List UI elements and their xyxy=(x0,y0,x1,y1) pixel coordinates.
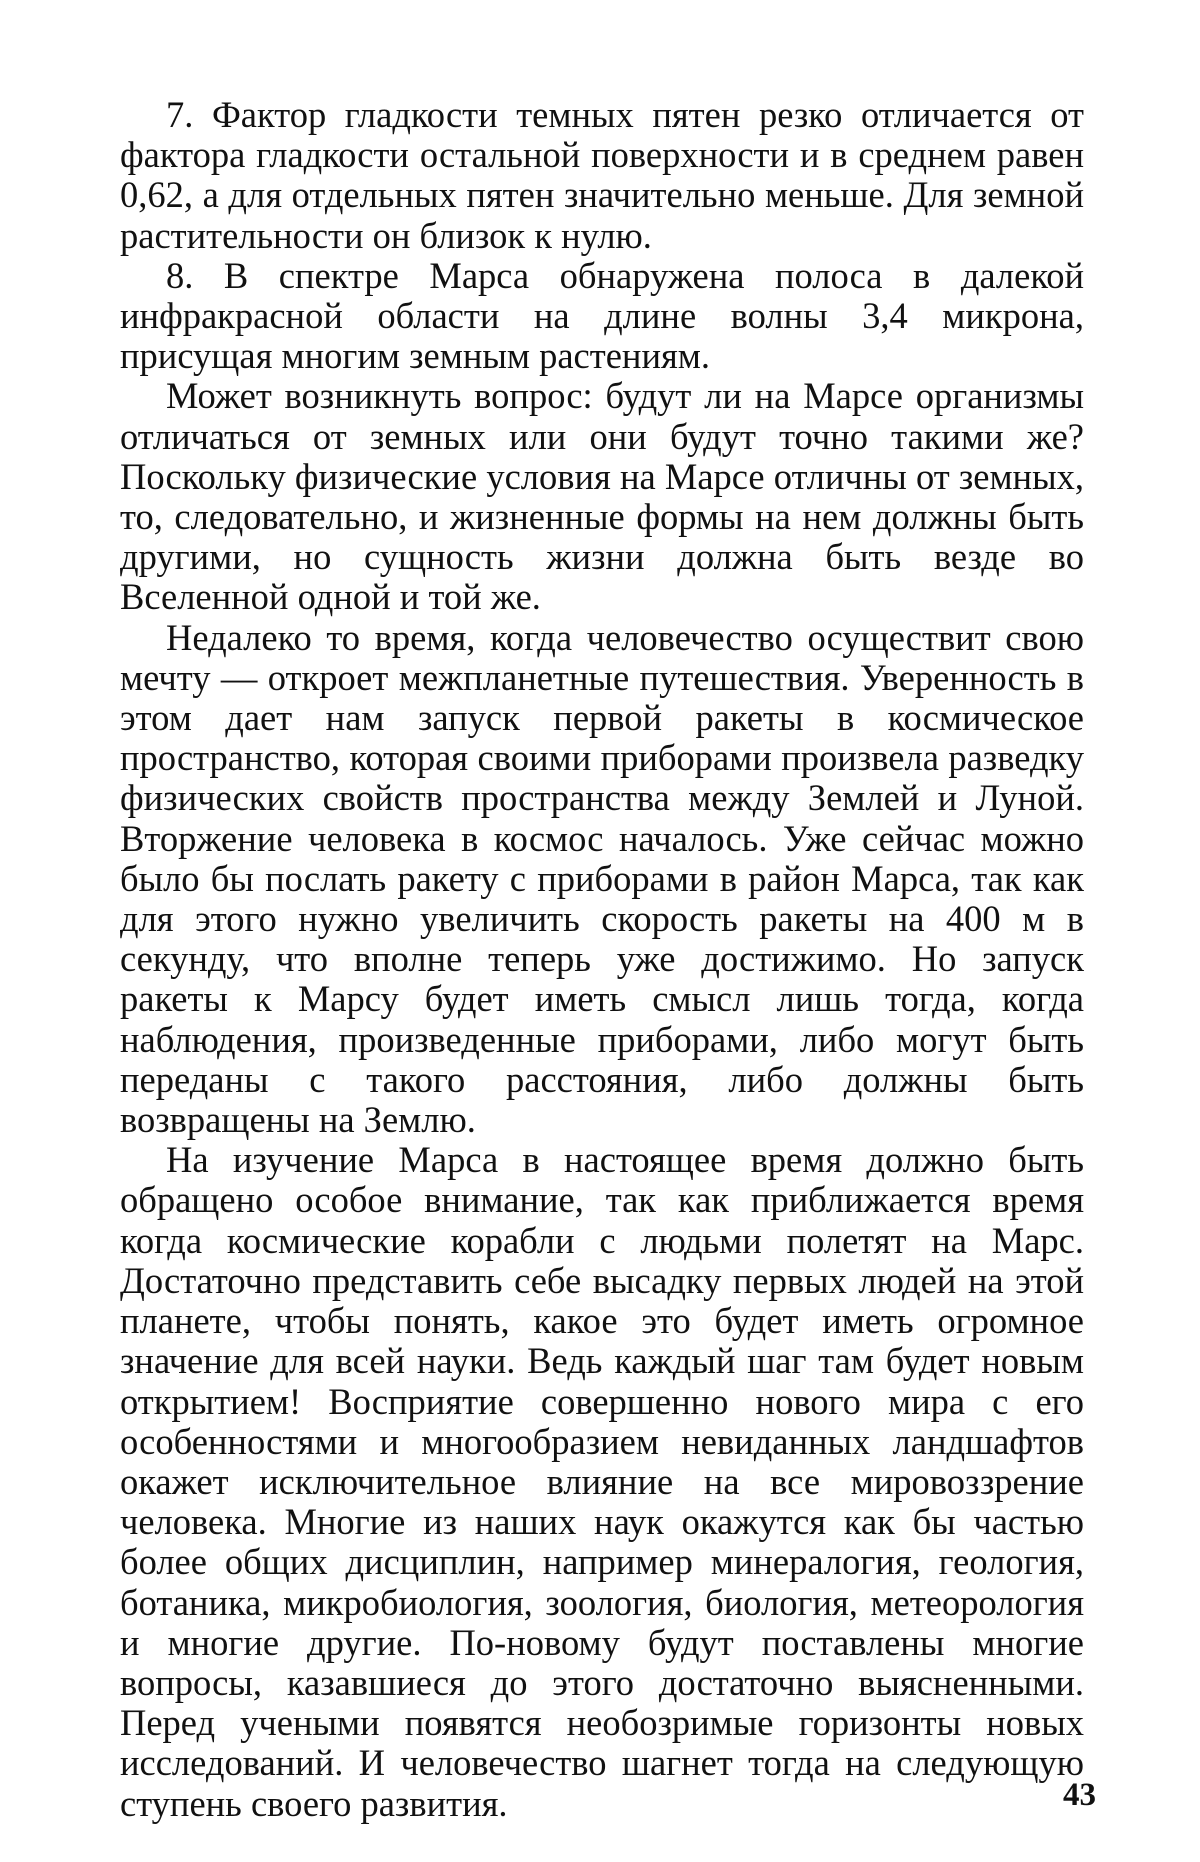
page-number: 43 xyxy=(1036,1777,1096,1813)
paragraph-organisms-question: Может возникнуть вопрос: будут ли на Марсе организмы отличаться от земных или они будут точно такими же? Поскольку физические условия на Марсе отличны от земных, то, следовательно, и жизненные формы на нем должны быть другими, но сущность жизни должна быть везде во Вселенной одной и той же. xyxy=(120,376,1084,617)
paragraph-infrared-band: 8. В спектре Марса обнаружена полоса в далекой инфракрасной области на длине волны 3,4 микрона, присущая многим земным растениям. xyxy=(120,256,1084,377)
page-text xyxy=(120,95,1084,1824)
paragraph-mars-study: На изучение Марса в настоящее время должно быть обращено особое внимание, так как приближается время когда космические корабли с людьми полетят на Марс. Достаточно представить себе высадку первых людей на этой планете, чтобы понять, какое это будет иметь огромное значение для всей науки. Ведь каждый шаг там будет новым открытием! Восприятие совершенно нового мира с его особенностями и многообразием невиданных ландшафтов окажет исключительное влияние на все мировоззрение человека. Многие из наших наук окажутся как бы частью более общих дисциплин, например минералогия, геология, ботаника, микробиология, зоология, биология, метеорология и многие другие. По-новому будут поставлены многие вопросы, казавшиеся до этого достаточно выясненными. Перед учеными появятся необозримые горизонты новых исследований. И человечество шагнет тогда на следующую ступень своего развития. xyxy=(120,1140,1084,1823)
paragraph-interplanetary-travel: Недалеко то время, когда человечество осуществит свою мечту — откроет межпланетные путешествия. Уверенность в этом дает нам запуск первой ракеты в космическое пространство, которая своими приборами произвела разведку физических свойств пространства между Землей и Луной. Вторжение человека в космос началось. Уже сейчас можно было бы послать ракету с приборами в район Марса, так как для этого нужно увеличить скорость ракеты на 400 м в секунду, что вполне теперь уже достижимо. Но запуск ракеты к Марсу будет иметь смысл лишь тогда, когда наблюдения, произведенные приборами, либо могут быть переданы с такого расстояния, либо должны быть возвращены на Землю. xyxy=(120,618,1084,1141)
paragraph-smoothness-factor: 7. Фактор гладкости темных пятен резко отличается от фактора гладкости остальной поверхности и в среднем равен 0,62, а для отдельных пятен значительно меньше. Для земной растительности он близок к нулю. xyxy=(120,95,1084,256)
